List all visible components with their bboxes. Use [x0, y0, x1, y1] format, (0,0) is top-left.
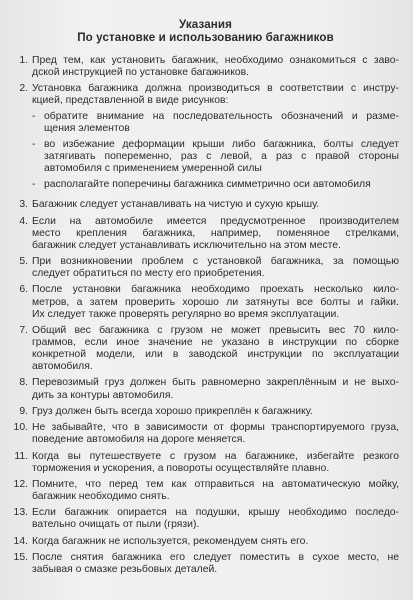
item-number: 1. [19, 55, 28, 66]
item-text [32, 479, 399, 503]
bullet-dash: - [32, 179, 36, 191]
item-text [32, 422, 399, 446]
text-line: граммов, если иное значение не указано в инструкции по сборке [32, 337, 399, 348]
sub-item-text [44, 139, 399, 175]
sub-list-item [32, 139, 399, 175]
item-text [32, 451, 399, 475]
text-line: щения элементов [44, 122, 130, 134]
text-line: багажник следует устанавливать исключительно на этом месте. [32, 239, 341, 251]
item-number: 5. [19, 256, 28, 268]
item-number: 9. [19, 405, 28, 417]
text-line: затягивать попеременно, раз с левой, а раз с правой стороны [44, 150, 399, 162]
instruction-item [12, 552, 399, 576]
text-line: Когда вы путешествуете с грузом на багажнике, избегайте резкого [32, 450, 399, 462]
item-number: 11. [14, 450, 28, 462]
item-text [32, 552, 399, 576]
instruction-item [12, 325, 399, 373]
text-line: Когда багажник не используется, рекомендуем снять его. [32, 535, 309, 547]
item-number: 2. [19, 83, 28, 95]
instruction-item [12, 377, 399, 401]
text-line: После снятия багажника его следует поместить в сухое место, не [32, 551, 399, 563]
text-line: поведение автомобиля на дороге меняется. [32, 434, 246, 446]
document-subtitle: По установке и использованию багажников [77, 31, 334, 44]
instruction-item [12, 55, 399, 79]
item-number: 15. [13, 551, 28, 563]
text-line: кцией, представленной в виде рисунков: [32, 95, 229, 107]
item-number: 8. [19, 377, 28, 389]
item-text [32, 325, 399, 373]
instruction-item [12, 256, 399, 280]
item-number: 6. [19, 284, 28, 296]
item-text [32, 83, 399, 195]
instruction-item [12, 216, 399, 252]
text-line: обратите внимание на последовательность обозначений и разме- [44, 110, 399, 122]
text-line: Пред тем, как установить багажник, необходимо ознакомиться с заво- [32, 55, 399, 66]
item-text [32, 536, 399, 548]
bullet-dash: - [32, 138, 36, 150]
document-header [12, 18, 399, 44]
sub-list [32, 111, 399, 192]
text-line: Установка багажника должна производиться в соответствии с инстру- [32, 83, 399, 95]
item-text [32, 256, 399, 280]
text-line: Груз должен быть всегда хорошо прикреплён к багажнику. [32, 405, 313, 417]
instruction-item [12, 406, 399, 418]
item-text [32, 377, 399, 401]
text-line: Багажник следует устанавливать на чистую и сухую крышу. [32, 199, 320, 211]
item-text [32, 216, 399, 252]
item-number: 13. [13, 507, 28, 519]
text-line: вательно очищать от пыли (грязи). [32, 519, 200, 531]
text-line: конкретной модели, или в заводской инструкции по эксплуатации [32, 349, 399, 361]
text-line: дской инструкцией по установке багажников. [32, 67, 250, 79]
text-line: автомобиля с применением умеренной силы [44, 162, 262, 174]
item-text [32, 55, 399, 79]
item-number: 7. [19, 324, 28, 336]
item-number: 10. [13, 422, 28, 434]
document-title: Указания [179, 18, 232, 31]
instruction-item [12, 479, 399, 503]
sub-list-item [32, 179, 399, 191]
item-text [32, 199, 399, 211]
sub-item-text [44, 179, 399, 191]
sub-list-item [32, 111, 399, 135]
text-line: Если на автомобиле имеется предусмотренное производителем [32, 215, 399, 227]
text-line: После установки багажника необходимо проехать несколько кило- [32, 284, 399, 296]
text-line: дить за контуры автомобиля. [32, 389, 174, 401]
item-number: 4. [19, 215, 28, 227]
instruction-item [12, 536, 399, 548]
text-line: следует обратиться по месту его приобретения. [32, 268, 265, 280]
instruction-item [12, 83, 399, 195]
bullet-dash: - [32, 110, 36, 122]
instruction-list [12, 55, 399, 576]
text-line: Если багажник опирается на подушки, крышу необходимо последо- [32, 507, 399, 519]
item-number: 14. [13, 535, 28, 547]
text-line: багажник необходимо снять. [32, 490, 170, 502]
text-line: Их следует также проверять регулярно во время эксплуатации. [32, 308, 340, 320]
item-number: 12. [13, 478, 28, 490]
item-number: 3. [19, 199, 28, 211]
instruction-item [12, 451, 399, 475]
text-line: место крепления багажника, например, поменяное стрелками, [32, 227, 399, 239]
text-line: торможения и ускорения, а повороты осуществляйте плавно. [32, 462, 330, 474]
item-text [32, 406, 399, 418]
text-line: Перевозимый груз должен быть равномерно закреплённым и не выхо- [32, 377, 399, 389]
instruction-item [12, 422, 399, 446]
text-line: Помните, что перед тем как отправиться на автоматическую мойку, [32, 478, 399, 490]
sub-item-text [44, 111, 399, 135]
text-line: располагайте поперечины багажника симметрично оси автомобиля [44, 179, 371, 191]
instruction-item [12, 507, 399, 531]
text-line: автомобиля. [32, 361, 93, 373]
text-line: Не забывайте, что в зависимости от формы транспортируемого груза, [32, 422, 399, 434]
text-line: во избежание деформации крыши либо багажника, болты следует [44, 138, 399, 150]
text-line: При возникновении проблем с установкой багажника, за помощью [32, 256, 399, 268]
instruction-item [12, 199, 399, 211]
item-text [32, 284, 399, 320]
text-line: Общий вес багажника с грузом не может превысить вес 70 кило- [32, 324, 399, 336]
instruction-item [12, 284, 399, 320]
text-line: забывая о смазке резьбовых деталей. [32, 564, 218, 575]
item-text [32, 507, 399, 531]
text-line: метров, а затем проверить хорошо ли затянуты все болты и гайки. [32, 296, 399, 308]
